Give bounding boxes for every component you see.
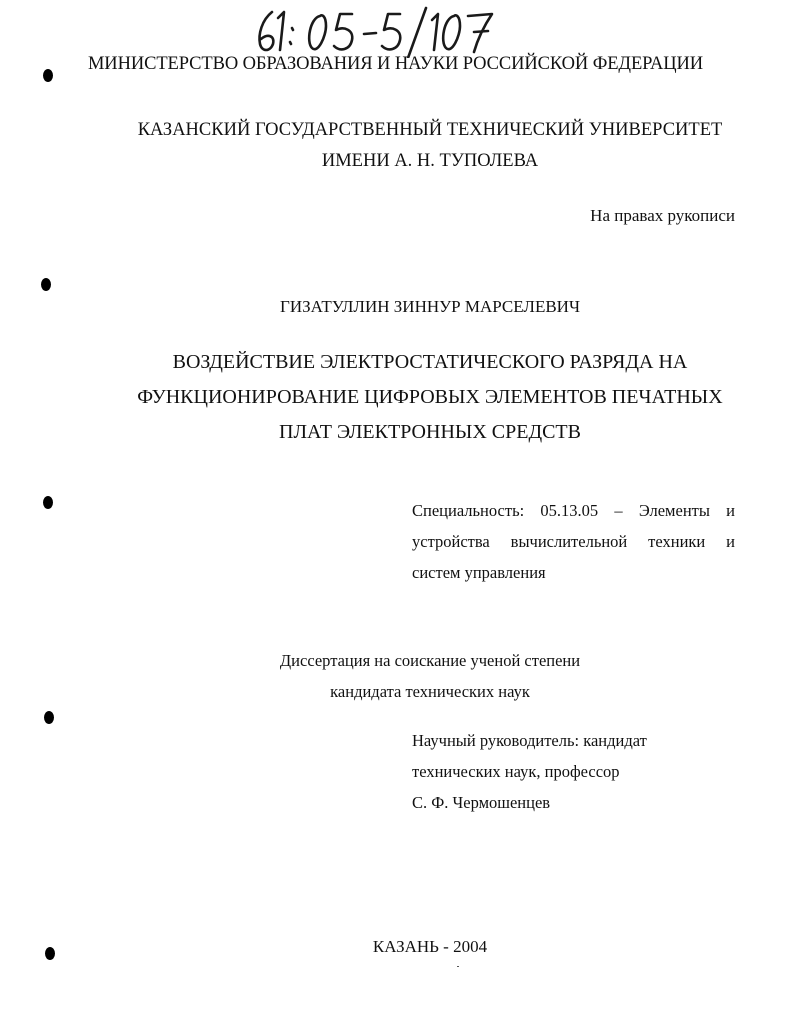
supervisor-line1: Научный руководитель: кандидат xyxy=(412,731,647,750)
manuscript-rights-note: На правах рукописи xyxy=(590,206,735,225)
specialty-line3: систем управления xyxy=(412,563,546,582)
degree-line2: кандидата технических наук xyxy=(330,682,530,701)
scan-speck xyxy=(457,966,459,967)
supervisor-block xyxy=(412,725,647,818)
degree-statement xyxy=(0,645,791,707)
punch-hole-4 xyxy=(44,711,54,724)
handwritten-number-drawing xyxy=(248,6,508,58)
ministry-heading: МИНИСТЕРСТВО ОБРАЗОВАНИЯ И НАУКИ РОССИЙСКОЙ ФЕДЕРАЦИИ xyxy=(87,54,704,74)
author-name: ГИЗАТУЛЛИН ЗИННУР МАРСЕЛЕВИЧ xyxy=(280,297,580,316)
specialty-line1: Специальность: 05.13.05 – Элементы и xyxy=(412,501,735,520)
title-line1: ВОЗДЕЙСТВИЕ ЭЛЕКТРОСТАТИЧЕСКОГО РАЗРЯДА НА xyxy=(172,351,688,373)
handwritten-catalog-number xyxy=(248,6,508,58)
title-line3: ПЛАТ ЭЛЕКТРОННЫХ СРЕДСТВ xyxy=(279,421,581,443)
title-line2: ФУНКЦИОНИРОВАНИЕ ЦИФРОВЫХ ЭЛЕМЕНТОВ ПЕЧАТНЫХ xyxy=(137,386,723,408)
degree-line1: Диссертация на соискание ученой степени xyxy=(279,651,581,670)
punch-hole-2 xyxy=(41,278,51,291)
punch-hole-1 xyxy=(43,69,53,82)
university-name-line2: ИМЕНИ А. Н. ТУПОЛЕВА xyxy=(321,151,539,171)
punch-hole-5 xyxy=(45,947,55,960)
university-name xyxy=(0,115,791,177)
specialty-block xyxy=(412,495,735,588)
punch-hole-3 xyxy=(43,496,53,509)
city-year: КАЗАНЬ - 2004 xyxy=(372,937,488,956)
supervisor-line2: технических наук, профессор xyxy=(412,762,620,781)
university-name-line1: КАЗАНСКИЙ ГОСУДАРСТВЕННЫЙ ТЕХНИЧЕСКИЙ УНИВЕРСИТЕТ xyxy=(137,120,723,140)
dissertation-title xyxy=(115,345,745,450)
supervisor-line3: С. Ф. Чермошенцев xyxy=(412,793,551,812)
specialty-line2: устройства вычислительной техники и xyxy=(412,532,735,551)
